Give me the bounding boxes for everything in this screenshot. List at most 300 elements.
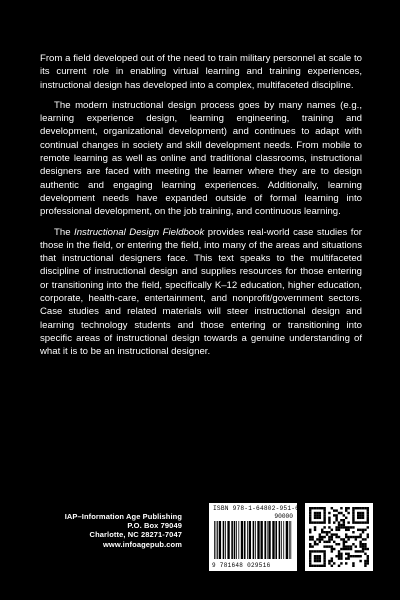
- qr-module: [335, 514, 337, 516]
- qr-module: [338, 512, 340, 514]
- qr-module: [350, 526, 352, 528]
- qr-module: [345, 536, 347, 538]
- qr-module: [352, 555, 354, 557]
- qr-module: [359, 517, 361, 519]
- qr-module: [319, 533, 321, 535]
- qr-module: [323, 509, 325, 511]
- qr-module: [309, 543, 311, 545]
- qr-module: [309, 557, 311, 559]
- qr-module: [357, 521, 359, 523]
- qr-module: [314, 550, 316, 552]
- qr-module: [343, 514, 345, 516]
- qr-module: [323, 519, 325, 521]
- qr-module: [357, 517, 359, 519]
- barcode-bar: [217, 521, 218, 559]
- barcode-bar: [249, 521, 251, 559]
- qr-module: [338, 543, 340, 545]
- barcode-bar: [255, 521, 256, 559]
- qr-module: [352, 521, 354, 523]
- qr-module: [323, 517, 325, 519]
- barcode-bar: [264, 521, 266, 559]
- barcode-digits: 9 781648 029516: [212, 562, 271, 569]
- qr-module: [367, 533, 369, 535]
- qr-module: [323, 541, 325, 543]
- qr-module: [340, 507, 342, 509]
- barcode-bar: [290, 521, 291, 559]
- qr-module: [326, 541, 328, 543]
- qr-module: [352, 507, 354, 509]
- qr-module: [343, 519, 345, 521]
- qr-module: [343, 524, 345, 526]
- qr-module: [309, 565, 311, 567]
- qr-module: [355, 550, 357, 552]
- qr-module: [309, 562, 311, 564]
- qr-module: [328, 545, 330, 547]
- qr-module: [359, 543, 361, 545]
- qr-module: [345, 509, 347, 511]
- qr-module: [340, 548, 342, 550]
- qr-module: [338, 550, 340, 552]
- qr-module: [343, 548, 345, 550]
- barcode-bar: [253, 521, 255, 559]
- qr-module: [367, 562, 369, 564]
- qr-module: [309, 531, 311, 533]
- qr-module: [328, 560, 330, 562]
- qr-module: [323, 512, 325, 514]
- qr-module: [331, 565, 333, 567]
- qr-module: [309, 555, 311, 557]
- qr-module: [331, 548, 333, 550]
- qr-module: [335, 509, 337, 511]
- barcode-bar: [257, 521, 259, 559]
- qr-module: [357, 507, 359, 509]
- qr-module: [345, 517, 347, 519]
- qr-module: [328, 521, 330, 523]
- qr-module: [309, 529, 311, 531]
- qr-module: [362, 538, 364, 540]
- qr-module: [309, 519, 311, 521]
- qr-module: [347, 529, 349, 531]
- qr-module: [314, 517, 316, 519]
- barcode-bar: [225, 521, 226, 559]
- barcode-bar: [283, 521, 284, 559]
- qr-module: [357, 529, 359, 531]
- barcode-bar: [231, 521, 233, 559]
- qr-module: [367, 517, 369, 519]
- qr-module: [319, 557, 321, 559]
- qr-module: [359, 507, 361, 509]
- qr-module: [359, 533, 361, 535]
- qr-module: [328, 536, 330, 538]
- barcode-bar: [275, 521, 277, 559]
- qr-module: [321, 507, 323, 509]
- qr-module: [316, 543, 318, 545]
- qr-module: [311, 550, 313, 552]
- qr-module: [314, 526, 316, 528]
- qr-module: [362, 531, 364, 533]
- barcode-bars: [213, 521, 293, 559]
- qr-module: [335, 526, 337, 528]
- isbn-label: ISBN 978-1-64802-951-6: [213, 505, 300, 512]
- qr-module: [362, 550, 364, 552]
- qr-module: [316, 560, 318, 562]
- qr-module: [367, 521, 369, 523]
- qr-module: [321, 531, 323, 533]
- qr-module: [321, 550, 323, 552]
- qr-module: [316, 555, 318, 557]
- qr-module: [316, 507, 318, 509]
- qr-module: [347, 521, 349, 523]
- qr-module: [338, 526, 340, 528]
- qr-module: [316, 514, 318, 516]
- qr-module: [343, 526, 345, 528]
- barcode-bar: [281, 521, 282, 559]
- paragraph-3-body: provides real-world case studies for those in the field, or entering the field, into many of the areas and situations that instructional designers face. This text speaks to the multifaceted discipline of instructional design and supplies resources for those entering or transitioning into the field, specifically K–12 education, higher education, corporate, health-care, entertainment, and nonprofit/government sectors. Case studies and related materials will steer instructional design and learning technology students and those entering or transitioning into specific areas of instructional design towards a genuine understanding of what it is to be an instructional designer.: [40, 226, 362, 358]
- qr-module: [338, 553, 340, 555]
- qr-module: [359, 536, 361, 538]
- qr-module: [340, 512, 342, 514]
- qr-module: [340, 526, 342, 528]
- barcode-bar: [268, 521, 270, 559]
- barcode-bar: [260, 521, 262, 559]
- qr-module: [328, 517, 330, 519]
- qr-module: [328, 512, 330, 514]
- qr-module: [331, 545, 333, 547]
- publisher-city: Charlotte, NC 28271-7047: [89, 530, 182, 540]
- qr-module: [326, 545, 328, 547]
- barcode-bar: [223, 521, 225, 559]
- qr-module: [314, 560, 316, 562]
- qr-module: [319, 512, 321, 514]
- barcode-bar: [216, 521, 217, 559]
- qr-module: [347, 526, 349, 528]
- qr-module: [335, 533, 337, 535]
- publisher-name: IAP–Information Age Publishing: [64, 512, 182, 521]
- qr-module: [362, 512, 364, 514]
- book-description: [40, 52, 362, 366]
- barcode-bar: [214, 521, 215, 559]
- qr-module: [323, 553, 325, 555]
- qr-module: [352, 519, 354, 521]
- qr-module: [350, 548, 352, 550]
- qr-module: [367, 519, 369, 521]
- qr-module: [343, 521, 345, 523]
- qr-module: [367, 548, 369, 550]
- isbn-barcode: [209, 503, 300, 571]
- qr-module: [311, 545, 313, 547]
- price-code: 90000: [274, 513, 293, 520]
- qr-module: [357, 550, 359, 552]
- qr-module: [309, 517, 311, 519]
- qr-module: [335, 529, 337, 531]
- qr-module: [338, 521, 340, 523]
- qr-module: [359, 541, 361, 543]
- qr-module: [367, 526, 369, 528]
- qr-module: [309, 509, 311, 511]
- qr-module: [359, 529, 361, 531]
- qr-module: [359, 512, 361, 514]
- qr-module: [347, 507, 349, 509]
- qr-module: [323, 555, 325, 557]
- qr-module: [345, 526, 347, 528]
- qr-module: [355, 536, 357, 538]
- qr-module: [335, 543, 337, 545]
- qr-module: [309, 560, 311, 562]
- publisher-info: [42, 512, 182, 549]
- qr-module: [352, 562, 354, 564]
- qr-module: [352, 526, 354, 528]
- qr-module: [340, 555, 342, 557]
- qr-module: [345, 529, 347, 531]
- qr-module: [340, 519, 342, 521]
- barcode-bar: [286, 521, 288, 559]
- qr-module: [328, 541, 330, 543]
- qr-module: [364, 521, 366, 523]
- qr-module: [321, 536, 323, 538]
- qr-module: [345, 541, 347, 543]
- qr-module: [328, 526, 330, 528]
- qr-module: [319, 550, 321, 552]
- qr-module: [362, 548, 364, 550]
- qr-module: [343, 543, 345, 545]
- qr-module: [319, 536, 321, 538]
- qr-module: [359, 545, 361, 547]
- qr-module: [333, 521, 335, 523]
- qr-module: [323, 521, 325, 523]
- barcode-bar: [219, 521, 221, 559]
- qr-module: [309, 550, 311, 552]
- barcode-bar: [238, 521, 239, 559]
- qr-module: [347, 545, 349, 547]
- barcode-bar: [247, 521, 248, 559]
- qr-module: [314, 521, 316, 523]
- qr-module: [331, 538, 333, 540]
- paragraph-3-intro: The: [54, 226, 75, 238]
- qr-code: [305, 503, 373, 571]
- qr-module: [331, 557, 333, 559]
- qr-module: [319, 541, 321, 543]
- qr-module: [316, 557, 318, 559]
- qr-module: [352, 514, 354, 516]
- qr-module: [314, 543, 316, 545]
- qr-module: [326, 531, 328, 533]
- qr-module: [347, 548, 349, 550]
- barcode-bar: [289, 521, 290, 559]
- qr-module: [333, 562, 335, 564]
- qr-module: [350, 555, 352, 557]
- qr-module: [314, 565, 316, 567]
- qr-module: [362, 507, 364, 509]
- qr-module: [359, 560, 361, 562]
- qr-module: [340, 524, 342, 526]
- qr-module: [362, 514, 364, 516]
- qr-module: [362, 517, 364, 519]
- qr-module: [362, 529, 364, 531]
- qr-module: [347, 538, 349, 540]
- qr-module: [314, 514, 316, 516]
- qr-module: [347, 555, 349, 557]
- qr-module: [343, 541, 345, 543]
- qr-module: [311, 507, 313, 509]
- qr-module: [309, 512, 311, 514]
- qr-module: [323, 526, 325, 528]
- qr-module: [362, 545, 364, 547]
- qr-module: [333, 514, 335, 516]
- qr-module: [347, 553, 349, 555]
- qr-module: [331, 533, 333, 535]
- qr-module: [338, 555, 340, 557]
- qr-module: [314, 541, 316, 543]
- qr-module: [311, 538, 313, 540]
- qr-module: [338, 524, 340, 526]
- qr-module: [323, 557, 325, 559]
- qr-module: [347, 536, 349, 538]
- qr-module: [359, 514, 361, 516]
- qr-module: [309, 545, 311, 547]
- qr-module: [316, 517, 318, 519]
- qr-module: [367, 512, 369, 514]
- qr-module: [364, 529, 366, 531]
- qr-module: [364, 538, 366, 540]
- qr-module: [335, 536, 337, 538]
- qr-module: [352, 536, 354, 538]
- qr-module: [352, 543, 354, 545]
- qr-module: [355, 521, 357, 523]
- qr-module: [328, 538, 330, 540]
- qr-module: [323, 507, 325, 509]
- qr-module: [309, 521, 311, 523]
- qr-module: [328, 531, 330, 533]
- qr-module: [316, 538, 318, 540]
- qr-module: [323, 536, 325, 538]
- qr-module: [309, 514, 311, 516]
- qr-module: [323, 550, 325, 552]
- qr-module: [340, 553, 342, 555]
- qr-module: [309, 507, 311, 509]
- qr-module: [359, 550, 361, 552]
- qr-module: [357, 512, 359, 514]
- qr-module: [367, 514, 369, 516]
- qr-module: [367, 560, 369, 562]
- qr-module: [352, 565, 354, 567]
- barcode-bar: [236, 521, 237, 559]
- qr-module: [357, 536, 359, 538]
- qr-module: [347, 557, 349, 559]
- qr-module: [338, 557, 340, 559]
- publisher-po-box: P.O. Box 79049: [127, 521, 182, 531]
- qr-module: [355, 545, 357, 547]
- qr-module: [345, 562, 347, 564]
- qr-module: [314, 555, 316, 557]
- qr-module: [352, 531, 354, 533]
- qr-module: [319, 521, 321, 523]
- qr-module: [321, 565, 323, 567]
- qr-code-pattern: [309, 507, 369, 567]
- qr-module: [364, 560, 366, 562]
- qr-module: [309, 553, 311, 555]
- qr-module: [311, 536, 313, 538]
- qr-module: [331, 550, 333, 552]
- qr-module: [323, 545, 325, 547]
- barcode-bar: [227, 521, 229, 559]
- qr-module: [323, 514, 325, 516]
- qr-module: [328, 519, 330, 521]
- qr-module: [364, 548, 366, 550]
- qr-module: [316, 521, 318, 523]
- qr-module: [364, 543, 366, 545]
- qr-module: [359, 521, 361, 523]
- qr-module: [352, 512, 354, 514]
- qr-module: [314, 529, 316, 531]
- qr-module: [367, 536, 369, 538]
- qr-module: [350, 536, 352, 538]
- qr-module: [331, 529, 333, 531]
- qr-module: [350, 545, 352, 547]
- qr-module: [323, 562, 325, 564]
- qr-module: [319, 517, 321, 519]
- qr-module: [355, 555, 357, 557]
- qr-module: [355, 507, 357, 509]
- qr-module: [331, 560, 333, 562]
- qr-module: [333, 548, 335, 550]
- qr-module: [316, 550, 318, 552]
- qr-module: [340, 562, 342, 564]
- qr-module: [352, 517, 354, 519]
- qr-module: [345, 545, 347, 547]
- qr-module: [314, 557, 316, 559]
- qr-module: [364, 507, 366, 509]
- qr-module: [340, 557, 342, 559]
- qr-module: [323, 560, 325, 562]
- qr-module: [323, 565, 325, 567]
- qr-module: [319, 507, 321, 509]
- qr-module: [335, 519, 337, 521]
- qr-module: [362, 543, 364, 545]
- qr-module: [345, 533, 347, 535]
- qr-module: [367, 507, 369, 509]
- qr-module: [345, 507, 347, 509]
- qr-module: [309, 536, 311, 538]
- qr-module: [316, 565, 318, 567]
- qr-module: [364, 553, 366, 555]
- qr-module: [331, 507, 333, 509]
- qr-module: [362, 521, 364, 523]
- qr-module: [319, 565, 321, 567]
- description-paragraph-3: [40, 226, 362, 359]
- qr-module: [367, 555, 369, 557]
- qr-module: [347, 512, 349, 514]
- qr-module: [367, 557, 369, 559]
- qr-module: [319, 538, 321, 540]
- qr-module: [338, 529, 340, 531]
- qr-module: [352, 509, 354, 511]
- publisher-website: www.infoagepub.com: [102, 539, 182, 549]
- qr-module: [326, 533, 328, 535]
- book-title-italic: Instructional Design Fieldbook: [74, 226, 205, 238]
- qr-module: [357, 514, 359, 516]
- qr-module: [319, 560, 321, 562]
- description-paragraph-2: The modern instructional design process goes by many names (e.g., learning experience design, learning engineering, training and development, organizational development) and continues to adapt with continual changes in society and skill development needs. From mobile to remote learning as well as online and traditional classrooms, instructional designers are faced with meeting the learner where they are to design authentic and engaging learning experiences. Additionally, learning development needs have expanded outside of formal learning into professional development, on the job training, and continuous learning.: [40, 99, 362, 218]
- qr-module: [321, 538, 323, 540]
- qr-module: [321, 521, 323, 523]
- qr-module: [323, 531, 325, 533]
- barcode-bar: [279, 521, 281, 559]
- qr-module: [338, 565, 340, 567]
- qr-module: [311, 521, 313, 523]
- barcode-bar: [267, 521, 268, 559]
- qr-module: [338, 536, 340, 538]
- barcode-bar: [244, 521, 246, 559]
